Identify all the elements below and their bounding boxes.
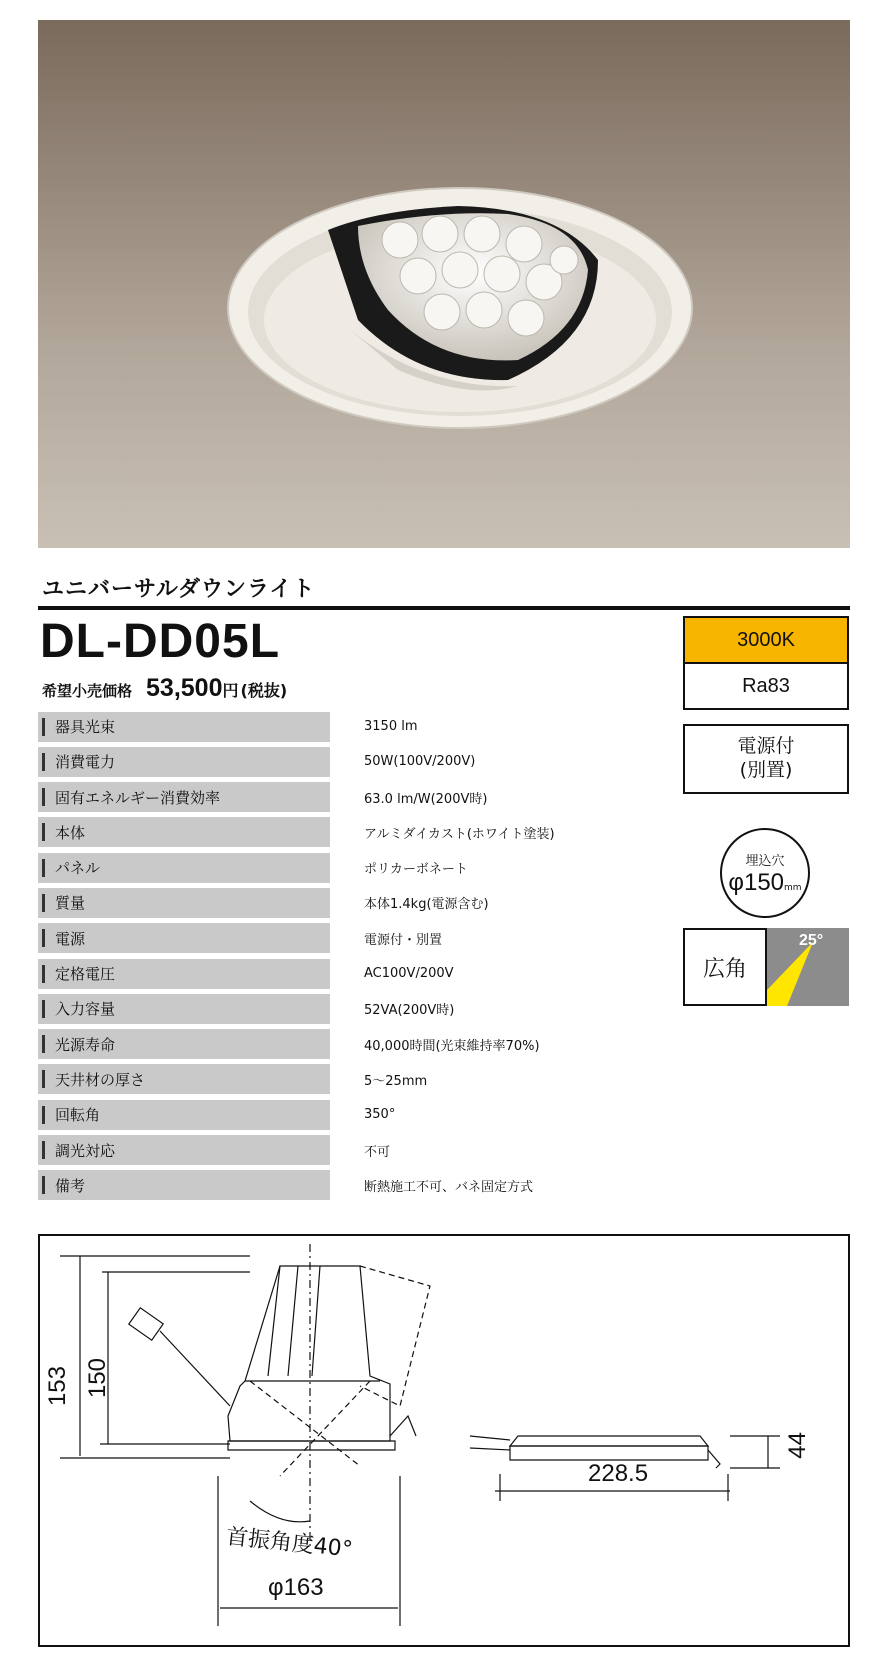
- spec-value: 40,000時間(光束維持率70%): [364, 1038, 540, 1054]
- spec-bar-icon: [42, 929, 45, 947]
- spec-value: AC100V/200V: [364, 966, 454, 982]
- spec-row: [38, 781, 618, 814]
- spec-label: 天井材の厚さ: [55, 1070, 146, 1089]
- spec-row: [38, 851, 618, 884]
- spec-row: [38, 745, 618, 778]
- diameter-label: φ163: [268, 1574, 324, 1601]
- model-number: DL-DD05L: [40, 615, 281, 668]
- price-label: 希望小売価格: [42, 682, 133, 700]
- power-line2: (別置): [739, 759, 793, 781]
- spec-bar-icon: [42, 965, 45, 983]
- spec-bar-icon: [42, 1141, 45, 1159]
- spec-value: アルミダイカスト(ホワイト塗装): [364, 826, 555, 842]
- spec-label-cell: [38, 712, 330, 742]
- spec-label: 電源: [55, 929, 86, 948]
- spec-value: 3150 lm: [364, 719, 418, 734]
- dim-150-label: 150: [84, 1358, 111, 1399]
- spec-value: 電源付・別置: [364, 932, 443, 948]
- spec-label-cell: [38, 959, 330, 989]
- spec-label-cell: [38, 1029, 330, 1059]
- spec-value: 350°: [364, 1107, 396, 1123]
- spec-label: 本体: [55, 823, 86, 842]
- spec-row: [38, 992, 618, 1025]
- spec-label-cell: [38, 1100, 330, 1130]
- price-unit: 円: [222, 681, 239, 700]
- beam-angle-badge: [683, 928, 849, 1006]
- spec-label: 調光対応: [55, 1141, 116, 1160]
- spec-label-cell: [38, 994, 330, 1024]
- spec-value: 52VA(200V時): [364, 1003, 455, 1019]
- spec-bar-icon: [42, 1070, 45, 1088]
- price-row: [42, 674, 287, 703]
- spec-value: 断熱施工不可、バネ固定方式: [364, 1179, 534, 1195]
- spec-value: 5～25mm: [364, 1073, 428, 1089]
- hole-label: 埋込穴: [745, 853, 785, 869]
- spec-row: [38, 1098, 618, 1131]
- spec-bar-icon: [42, 894, 45, 912]
- spec-label-cell: [38, 853, 330, 883]
- price-value: 53,500: [146, 674, 223, 702]
- spec-label: 入力容量: [55, 1000, 116, 1019]
- spec-bar-icon: [42, 753, 45, 771]
- ra-value: Ra83: [742, 674, 790, 697]
- spec-label: パネル: [55, 859, 101, 878]
- dim-153-label: 153: [44, 1366, 71, 1407]
- spec-table: [38, 710, 618, 1204]
- spec-label-cell: [38, 782, 330, 812]
- spec-label: 回転角: [55, 1106, 101, 1125]
- spec-label-cell: [38, 1135, 330, 1165]
- spec-value: 不可: [364, 1144, 391, 1160]
- spec-label-cell: [38, 923, 330, 953]
- height-label: 44: [784, 1432, 811, 1459]
- spec-row: [38, 710, 618, 743]
- spec-row: [38, 886, 618, 919]
- spec-bar-icon: [42, 788, 45, 806]
- drawing-lines: [40, 1236, 848, 1645]
- title-divider: [38, 606, 850, 610]
- spec-row: [38, 1028, 618, 1061]
- spec-label-cell: [38, 1170, 330, 1200]
- spec-label: 定格電圧: [55, 965, 116, 984]
- cutout-hole-badge: [720, 828, 810, 918]
- product-category: ユニバーサルダウンライト: [42, 577, 316, 602]
- spec-value: 50W(100V/200V): [364, 754, 476, 770]
- spec-label: 器具光束: [55, 718, 116, 736]
- hole-size: [728, 869, 801, 897]
- spec-row: [38, 816, 618, 849]
- spec-label: 備考: [55, 1176, 86, 1195]
- spec-bar-icon: [42, 859, 45, 877]
- spec-label: 光源寿命: [55, 1035, 116, 1054]
- hole-unit: mm: [784, 882, 802, 893]
- spec-bar-icon: [42, 1176, 45, 1194]
- spec-row: [38, 957, 618, 990]
- spec-row: [38, 1134, 618, 1167]
- power-supply-badge: [683, 724, 849, 794]
- dimension-drawing: [38, 1234, 850, 1647]
- hole-value: φ150: [728, 868, 785, 896]
- spec-bar-icon: [42, 1035, 45, 1053]
- power-line1: 電源付: [737, 735, 795, 758]
- spec-row: [38, 1169, 618, 1202]
- spec-bar-icon: [42, 718, 45, 736]
- spec-label-cell: [38, 1064, 330, 1094]
- spec-bar-icon: [42, 1106, 45, 1124]
- spec-bar-icon: [42, 823, 45, 841]
- spec-value: 63.0 lm/W(200V時): [364, 791, 488, 807]
- spec-value: ポリカーボネート: [364, 862, 468, 878]
- color-temperature-badge: [683, 616, 849, 710]
- spec-value: 本体1.4kg(電源含む): [364, 897, 489, 913]
- spec-label-cell: [38, 888, 330, 918]
- color-temp-value: 3000K: [685, 618, 847, 664]
- spec-label: 固有エネルギー消費効率: [55, 788, 221, 807]
- spec-label-cell: [38, 747, 330, 777]
- beam-label: 広角: [683, 928, 767, 1006]
- tilt-angle-label: 首振角度40°: [224, 1524, 354, 1563]
- spec-row: [38, 922, 618, 955]
- spec-label-cell: [38, 817, 330, 847]
- spec-label: 消費電力: [55, 753, 116, 772]
- price-tax-note: (税抜): [240, 681, 288, 700]
- spec-row: [38, 1063, 618, 1096]
- spec-label: 質量: [55, 894, 86, 913]
- beam-angle-value: 25°: [799, 932, 824, 949]
- length-label: 228.5: [588, 1460, 649, 1487]
- spec-bar-icon: [42, 1000, 45, 1018]
- product-photo: [38, 20, 850, 548]
